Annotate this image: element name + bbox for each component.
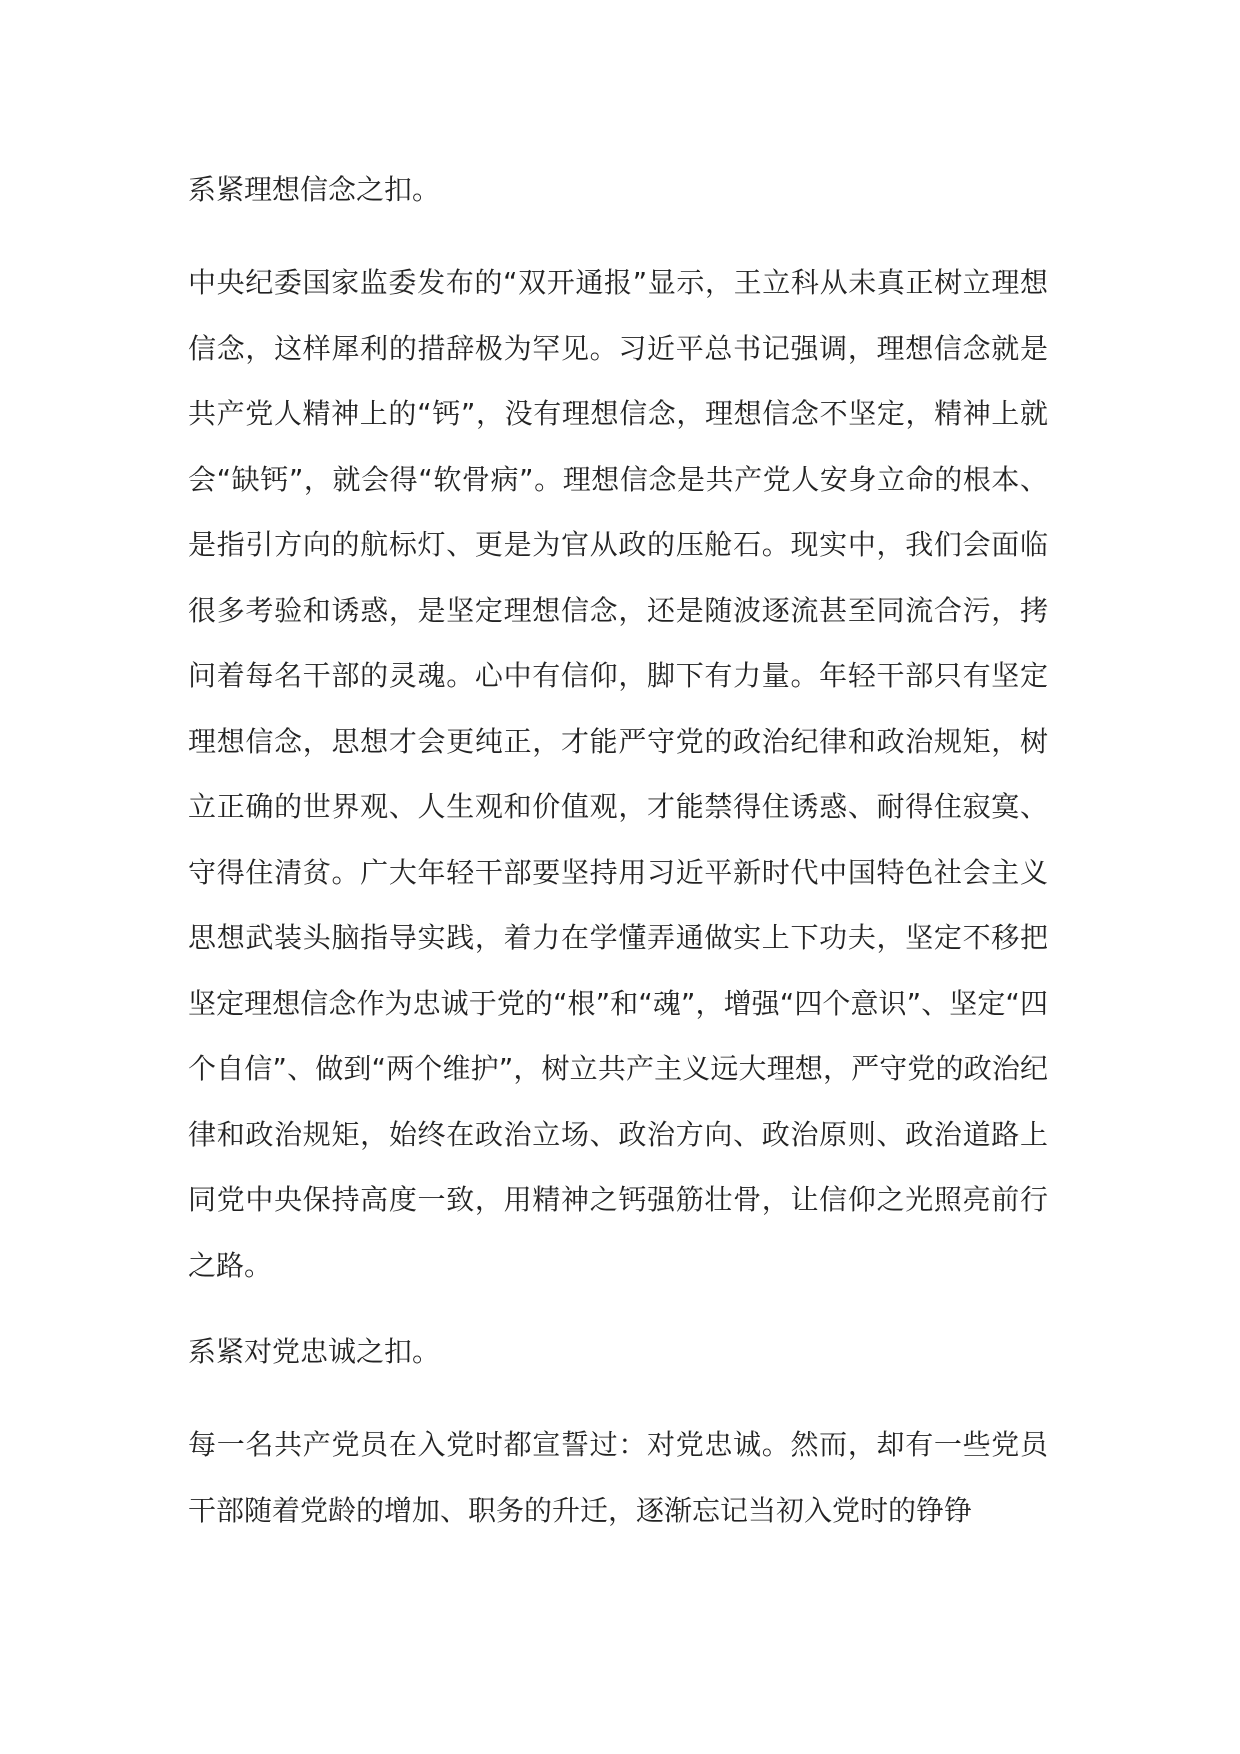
section-heading-ideals: 系紧理想信念之扣。 [188, 173, 441, 206]
paragraph-ideals: 中央纪委国家监委发布的“双开通报”显示，王立科从未真正树立理想信念，这样犀利的措辞极为罕见。习近平总书记强调，理想信念就是共产党人精神上的“钙”，没有理想信念，理想信念不坚定，精神上就会“缺钙”，就会得“软骨病”。理想信念是共产党人安身立命的根本、是指引方向的航标灯、更是为官从政的压舱石。现实中，我们会面临很多考验和诱惑，是坚定理想信念，还是随波逐流甚至同流合污，拷问着每名干部的灵魂。心中有信仰，脚下有力量。年轻干部只有坚定理想信念，思想才会更纯正，才能严守党的政治纪律和政治规矩，树立正确的世界观、人生观和价值观，才能禁得住诱惑、耐得住寂寞、守得住清贫。广大年轻干部要坚持用习近平新时代中国特色社会主义思想武装头脑指导实践，着力在学懂弄通做实上下功夫，坚定不移把坚定理想信念作为忠诚于党的“根”和“魂”，增强“四个意识”、坚定“四个自信”、做到“两个维护”，树立共产主义远大理想，严守党的政治纪律和政治规矩，始终在政治立场、政治方向、政治原则、政治道路上同党中央保持高度一致，用精神之钙强筋壮骨，让信仰之光照亮前行之路。 [188, 266, 1048, 1282]
spacer [188, 1298, 1048, 1332]
paragraph-loyalty: 每一名共产党员在入党时都宣誓过：对党忠诚。然而，却有一些党员干部随着党龄的增加、职务的升迁，逐渐忘记当初入党时的铮铮 [188, 1428, 1048, 1527]
spacer [188, 1372, 1048, 1412]
spacer [188, 210, 1048, 250]
section-heading-loyalty: 系紧对党忠诚之扣。 [188, 1335, 441, 1368]
document-page [188, 170, 1048, 1543]
